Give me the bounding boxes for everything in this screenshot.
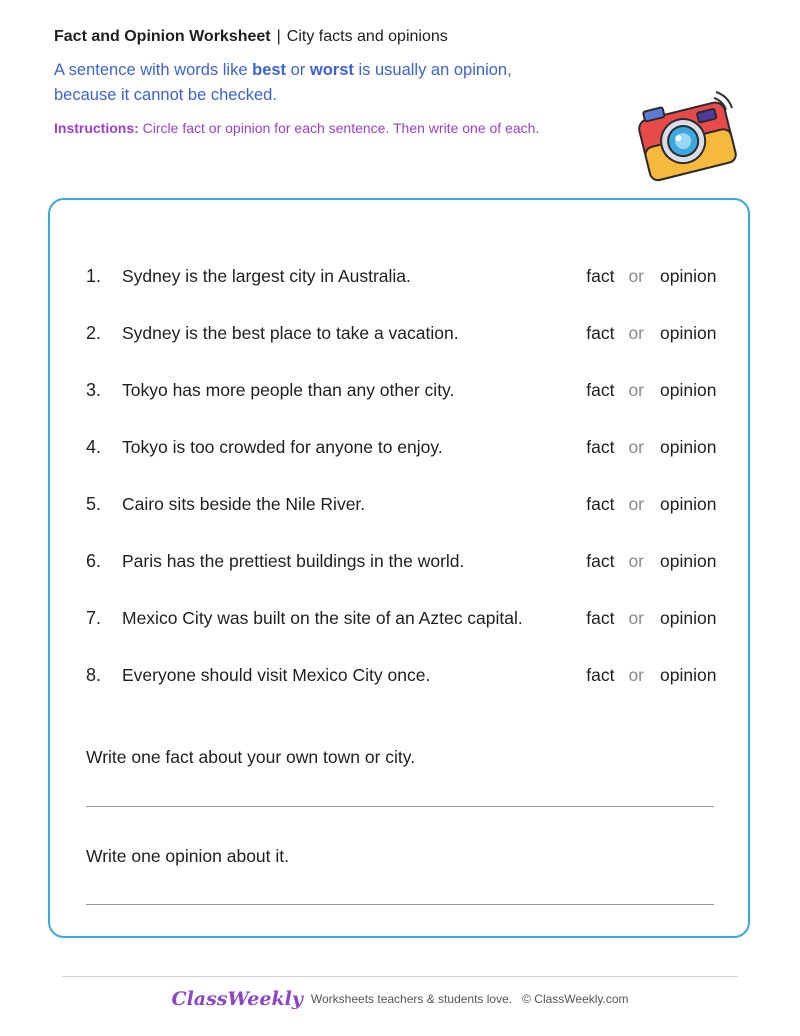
worksheet-header (54, 26, 614, 138)
tip-part: A sentence with words like (54, 61, 253, 79)
question-text: Tokyo is too crowded for anyone to enjoy. (122, 436, 443, 457)
write-opinion-prompt: Write one opinion about it. (86, 846, 290, 866)
fact-choice[interactable]: fact (586, 322, 615, 343)
tip-keyword-worst: worst (309, 61, 354, 79)
write-opinion-line[interactable] (86, 904, 714, 905)
footer (0, 988, 800, 1010)
question-row (86, 318, 716, 348)
fact-choice[interactable]: fact (586, 436, 615, 457)
fact-choice[interactable]: fact (586, 664, 615, 685)
tip-part: is usually an opinion, (353, 61, 512, 79)
question-row (86, 489, 716, 519)
question-number: 1. (86, 265, 102, 286)
question-text: Tokyo has more people than any other city. (122, 379, 455, 400)
opinion-choice[interactable]: opinion (660, 379, 717, 400)
or-label: or (628, 379, 644, 400)
question-number: 6. (86, 550, 102, 571)
question-text: Cairo sits beside the Nile River. (122, 493, 366, 514)
worksheet-subtitle: City facts and opinions (286, 28, 448, 45)
or-label: or (628, 664, 644, 685)
question-text: Sydney is the largest city in Australia. (122, 265, 411, 286)
tip-part: or (286, 61, 310, 79)
write-fact-line[interactable] (86, 806, 714, 807)
question-number: 5. (86, 493, 102, 514)
footer-copyright: © ClassWeekly.com (522, 992, 629, 1006)
question-row (86, 375, 716, 405)
question-text: Sydney is the best place to take a vacation. (122, 322, 459, 343)
question-text: Mexico City was built on the site of an Aztec capital. (122, 607, 523, 628)
instructions (54, 118, 614, 138)
camera-icon (630, 80, 746, 196)
opinion-choice[interactable]: opinion (660, 493, 717, 514)
question-row (86, 261, 716, 291)
question-row (86, 432, 716, 462)
opinion-choice[interactable]: opinion (660, 550, 717, 571)
instructions-text: Circle fact or opinion for each sentence. Then write one of each. (138, 120, 540, 136)
or-label: or (628, 493, 644, 514)
tip-keyword-best: best (252, 61, 287, 79)
title-line (54, 26, 614, 48)
opinion-choice[interactable]: opinion (660, 265, 717, 286)
write-fact-prompt: Write one fact about your own town or city. (86, 747, 416, 767)
or-label: or (628, 550, 644, 571)
question-text: Everyone should visit Mexico City once. (122, 664, 431, 685)
question-number: 3. (86, 379, 102, 400)
or-label: or (628, 265, 644, 286)
fact-choice[interactable]: fact (586, 607, 615, 628)
opinion-choice[interactable]: opinion (660, 322, 717, 343)
question-row (86, 660, 716, 690)
worksheet-title: Fact and Opinion Worksheet (54, 28, 271, 45)
footer-tagline: Worksheets teachers & students love. (310, 992, 513, 1006)
question-number: 8. (86, 664, 102, 685)
fact-choice[interactable]: fact (586, 379, 615, 400)
tip-line-2: because it cannot be checked. (54, 86, 277, 104)
instructions-label: Instructions: (54, 120, 139, 136)
or-label: or (628, 607, 644, 628)
or-label: or (628, 322, 644, 343)
fact-choice[interactable]: fact (586, 493, 615, 514)
or-label: or (628, 436, 644, 457)
footer-divider (62, 976, 738, 977)
question-text: Paris has the prettiest buildings in the world. (122, 550, 465, 571)
classweekly-logo: ClassWeekly (171, 988, 303, 1010)
opinion-choice[interactable]: opinion (660, 664, 717, 685)
tip-text (54, 58, 614, 108)
question-number: 4. (86, 436, 102, 457)
question-row (86, 546, 716, 576)
opinion-choice[interactable]: opinion (660, 436, 717, 457)
question-number: 2. (86, 322, 102, 343)
fact-choice[interactable]: fact (586, 265, 615, 286)
question-number: 7. (86, 607, 102, 628)
question-row (86, 603, 716, 633)
fact-choice[interactable]: fact (586, 550, 615, 571)
opinion-choice[interactable]: opinion (660, 607, 717, 628)
title-separator: | (276, 28, 281, 45)
